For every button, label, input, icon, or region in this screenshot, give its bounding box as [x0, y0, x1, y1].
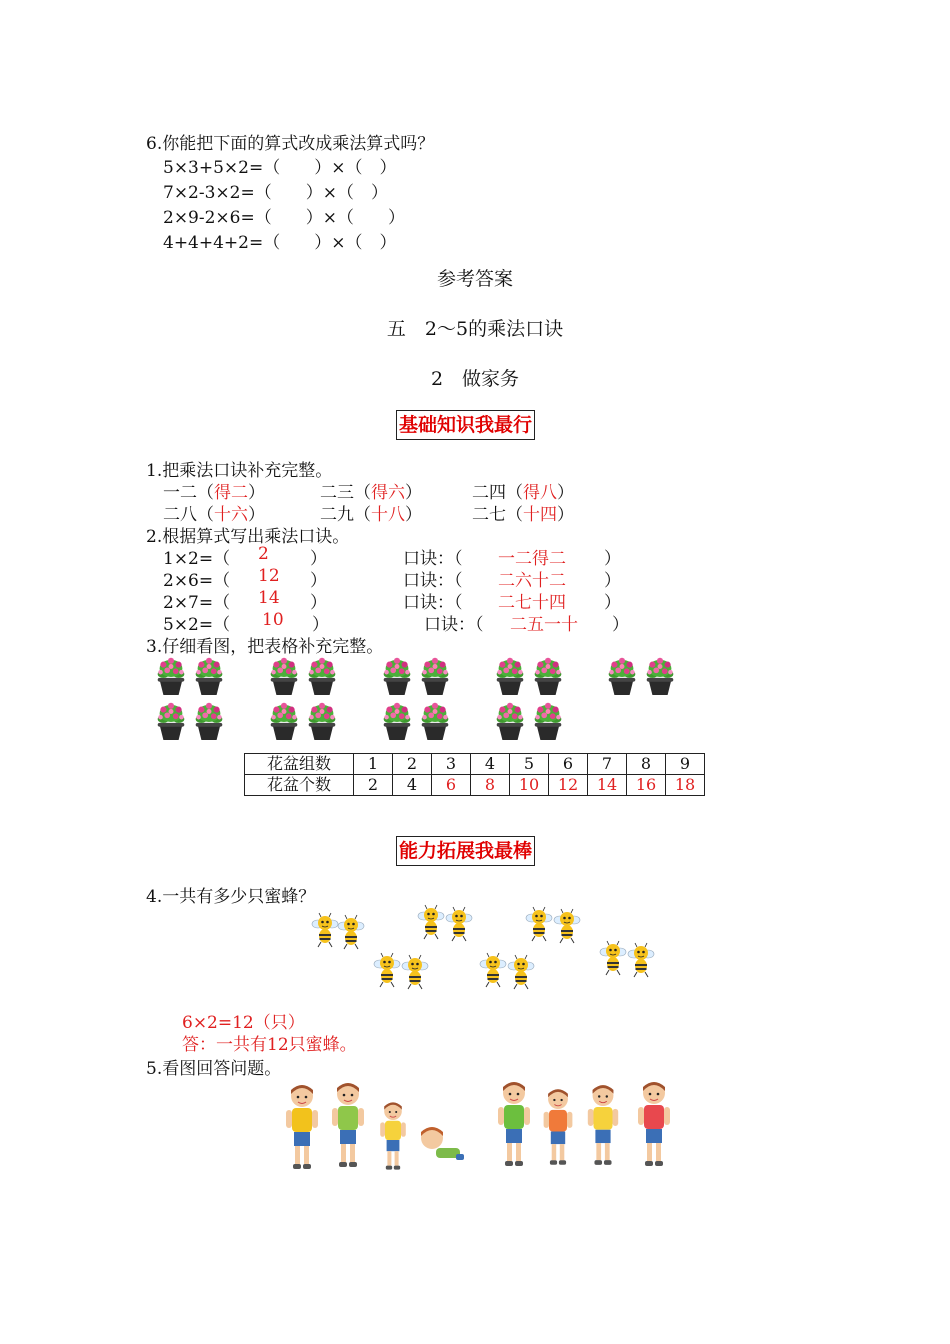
- table-cell: 8: [627, 754, 666, 775]
- section-heading-basic: 基础知识我最行: [396, 410, 535, 440]
- bee-icon: [524, 906, 554, 942]
- table-header-counts: 花盆个数: [245, 775, 354, 796]
- table-cell-answer: 16: [627, 775, 666, 796]
- flower-pot-icon: [378, 700, 416, 742]
- flower-pot-icon: [603, 655, 641, 697]
- q6-line-2: 7×2-3×2=（ ）×（ ）: [163, 183, 388, 203]
- q2-rhyme: 二五一十: [510, 615, 578, 635]
- flower-pot-icon: [416, 655, 454, 697]
- table-row: [245, 775, 705, 796]
- child-icon: [376, 1100, 410, 1172]
- table-cell-answer: 14: [588, 775, 627, 796]
- q1-item: 二八（十六）: [163, 505, 265, 525]
- q6-title: 6.你能把下面的算式改成乘法算式吗？: [146, 134, 435, 154]
- child-icon: [634, 1076, 674, 1172]
- child-icon: [494, 1076, 534, 1172]
- table-cell-answer: 8: [471, 775, 510, 796]
- child-icon: [540, 1082, 576, 1172]
- q2-value: 14: [258, 588, 280, 608]
- bee-icon: [372, 952, 402, 988]
- table-cell-answer: 12: [549, 775, 588, 796]
- q2-close: ）: [310, 549, 327, 569]
- table-cell: 6: [549, 754, 588, 775]
- q1-item: 一二（得二）: [163, 483, 265, 503]
- q6-line-4: 4+4+4+2=（ ）×（ ）: [163, 233, 397, 253]
- q2-close: ）: [312, 615, 329, 635]
- table-cell: 4: [393, 775, 432, 796]
- q1-item: 二九（十八）: [320, 505, 422, 525]
- q1-item: 二四（得八）: [472, 483, 574, 503]
- q2-rhyme: 一二得二: [498, 549, 566, 569]
- table-cell-answer: 6: [432, 775, 471, 796]
- bee-icon: [416, 904, 446, 940]
- flower-pot-icon: [265, 700, 303, 742]
- q1-item: 二三（得六）: [320, 483, 422, 503]
- flower-pot-icon: [378, 655, 416, 697]
- q4-answer: 答：一共有12只蜜蜂。: [182, 1035, 357, 1055]
- q2-close: ）: [604, 593, 621, 613]
- flower-pot-icon: [416, 700, 454, 742]
- q2-expr: 2×7=（: [163, 593, 231, 613]
- q2-close: ）: [310, 593, 327, 613]
- bee-icon: [400, 954, 430, 990]
- q2-expr: 2×6=（: [163, 571, 231, 591]
- flower-pot-icon: [152, 655, 190, 697]
- table-cell: 9: [666, 754, 705, 775]
- flower-pot-icon: [491, 655, 529, 697]
- q4-title: 4.一共有多少只蜜蜂？: [146, 887, 316, 907]
- section-heading-extension: 能力拓展我最棒: [396, 836, 535, 866]
- flower-pot-icon: [491, 700, 529, 742]
- flower-pot-icon: [265, 655, 303, 697]
- unit-title: 五 2～5的乘法口诀: [386, 318, 564, 340]
- table-header-groups: 花盆组数: [245, 754, 354, 775]
- q2-title: 2.根据算式写出乘法口诀。: [146, 527, 350, 547]
- flower-pot-icon: [190, 655, 228, 697]
- q2-value: 10: [262, 610, 284, 630]
- flower-pot-icon: [152, 700, 190, 742]
- q2-rhyme: 二七十四: [498, 593, 566, 613]
- q2-rhyme: 二六十二: [498, 571, 566, 591]
- q1-item: 二七（十四）: [472, 505, 574, 525]
- table-cell: 2: [354, 775, 393, 796]
- q2-rhyme-label: 口诀：（: [403, 571, 463, 591]
- q2-rhyme-label: 口诀：（: [424, 615, 484, 635]
- q2-close: ）: [604, 571, 621, 591]
- flower-pot-icon: [303, 700, 341, 742]
- flower-pot-icon: [529, 700, 567, 742]
- lesson-title: 2 做家务: [430, 368, 520, 390]
- q2-rhyme-label: 口诀：（: [403, 593, 463, 613]
- q2-close: ）: [604, 549, 621, 569]
- q5-title: 5.看图回答问题。: [146, 1059, 282, 1079]
- q6-line-3: 2×9-2×6=（ ）×（ ）: [163, 208, 405, 228]
- flower-pot-icon: [529, 655, 567, 697]
- table-row: [245, 754, 705, 775]
- table-cell: 7: [588, 754, 627, 775]
- q6-line-1: 5×3+5×2=（ ）×（ ）: [163, 158, 397, 178]
- q1-title: 1.把乘法口诀补充完整。: [146, 461, 333, 481]
- bee-icon: [506, 954, 536, 990]
- child-icon: [328, 1078, 368, 1172]
- bee-icon: [552, 908, 582, 944]
- q2-expr: 5×2=（: [163, 615, 231, 635]
- bee-icon: [626, 942, 656, 978]
- child-icon: [282, 1082, 322, 1172]
- table-cell: 4: [471, 754, 510, 775]
- child-icon: [584, 1078, 622, 1172]
- bee-icon: [598, 940, 628, 976]
- q3-title: 3.仔细看图，把表格补充完整。: [146, 637, 384, 657]
- bee-icon: [478, 952, 508, 988]
- table-cell-answer: 18: [666, 775, 705, 796]
- flower-pot-icon: [303, 655, 341, 697]
- q2-close: ）: [612, 615, 629, 635]
- q2-close: ）: [310, 571, 327, 591]
- flower-pot-icon: [641, 655, 679, 697]
- table-cell: 1: [354, 754, 393, 775]
- table-cell-answer: 10: [510, 775, 549, 796]
- table-cell: 2: [393, 754, 432, 775]
- q4-equation: 6×2=12（只）: [182, 1013, 305, 1033]
- q2-value: 2: [258, 544, 269, 564]
- bee-icon: [336, 914, 366, 950]
- table-cell: 5: [510, 754, 549, 775]
- crawling-child-icon: [418, 1124, 466, 1168]
- q2-expr: 1×2=（: [163, 549, 231, 569]
- table-cell: 3: [432, 754, 471, 775]
- flower-pot-table: [244, 753, 705, 796]
- q2-rhyme-label: 口诀：（: [403, 549, 463, 569]
- answers-title: 参考答案: [436, 268, 513, 290]
- bee-icon: [444, 906, 474, 942]
- q2-value: 12: [258, 566, 280, 586]
- flower-pot-icon: [190, 700, 228, 742]
